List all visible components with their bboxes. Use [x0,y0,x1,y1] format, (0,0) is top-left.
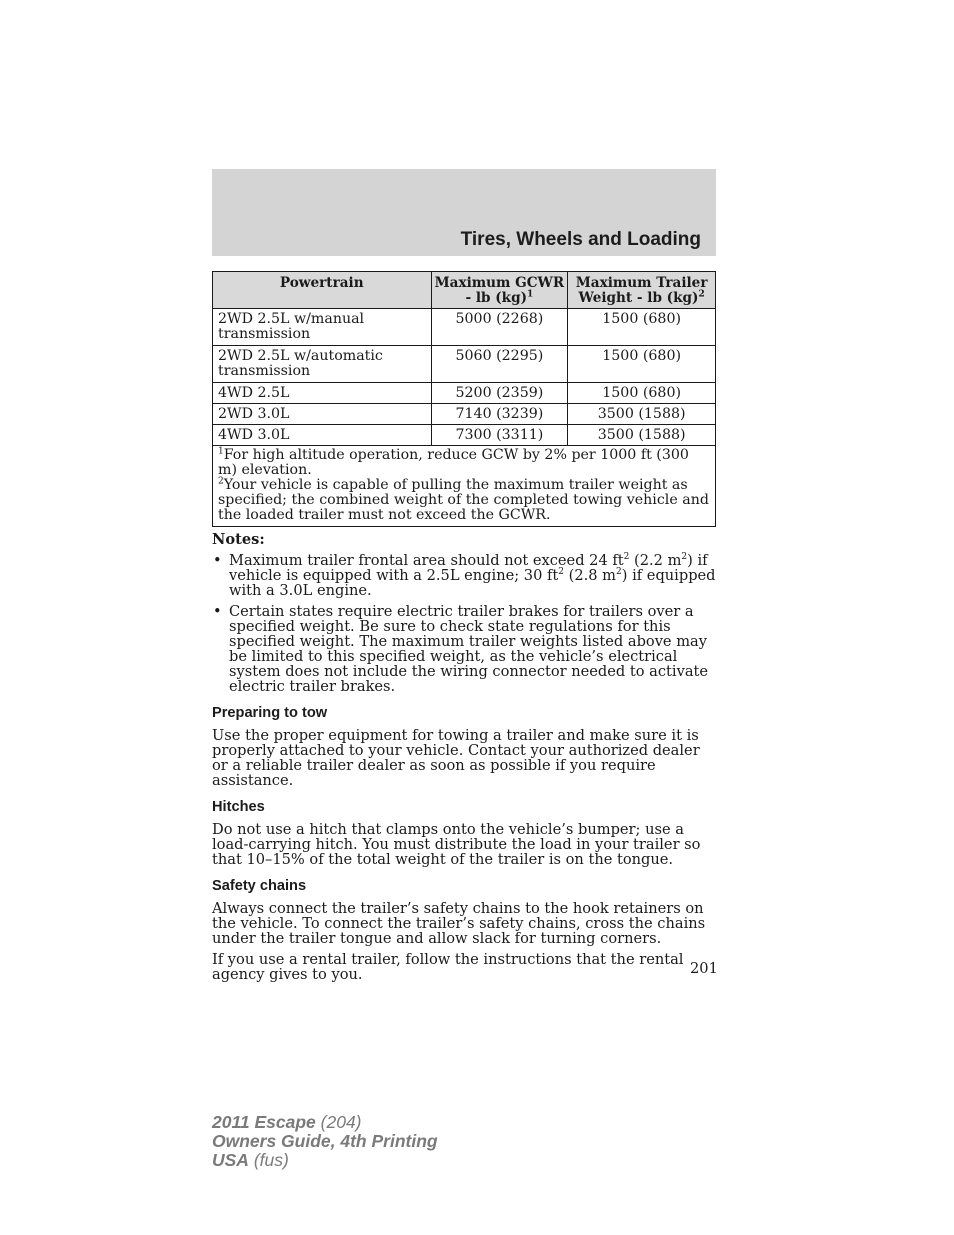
cell-powertrain: 2WD 3.0L [213,404,432,425]
towing-capacity-table [212,271,716,527]
notes-heading: Notes: [212,531,265,548]
section-heading-preparing-to-tow: Preparing to tow [212,705,328,721]
column-header-max-gcwr: Maximum GCWR - lb (kg)$^1$ [431,272,568,309]
chapter-header-band [212,169,716,256]
paragraph: Always connect the trailer’s safety chains to the hook retainers on the vehicle. To connect the trailer’s safety chains, cross the chains under the trailer tongue and allow slack for turning corners. [212,900,706,947]
cell-trailer-weight: 1500 (680) [568,346,716,383]
column-header-powertrain: Powertrain [213,272,432,309]
paragraph: Use the proper equipment for towing a trailer and make sure it is properly attached to your vehicle. Contact your authorized dealer or a reliable trailer dealer as soon as possible if you require assistance. [212,727,700,789]
cell-powertrain: 4WD 2.5L [213,383,432,404]
cell-trailer-weight: 1500 (680) [568,383,716,404]
page-body [212,532,716,988]
page-number: 201 [690,960,718,977]
document-footer: 2011 Escape (204) Owners Guide, 4th Printing USA (fus) [212,1112,438,1170]
section-heading-hitches: Hitches [212,799,265,815]
table-row [213,425,716,446]
footnote-2: $^2$Your vehicle is capable of pulling the maximum trailer weight as specified; the combined weight of the completed towing vehicle and the loaded trailer must not exceed the GCWR. [218,476,709,523]
paragraph: Do not use a hitch that clamps onto the vehicle’s bumper; use a load-carrying hitch. You must distribute the load in your trailer so that 10–15% of the total weight of the trailer is on the tongue. [212,821,701,868]
cell-gcwr: 5200 (2359) [431,383,568,404]
paragraph: If you use a rental trailer, follow the instructions that the rental agency gives to you. [212,951,684,983]
cell-powertrain: 4WD 3.0L [213,425,432,446]
table-header-row [213,272,716,309]
list-item: • Maximum trailer frontal area should not exceed 24 $ft^2$ (2.2 $m^2$) if vehicle is equipped with a 2.5L engine; 30 $ft^2$ (2.8 $m^2$) if equipped with a 3.0L engine. [213,552,716,599]
cell-powertrain: 2WD 2.5L w/automatic transmission [213,346,432,383]
footnote-1: $^1$For high altitude operation, reduce GCW by 2% per 1000 ft (300 m) elevation. [218,446,689,478]
chapter-title: Tires, Wheels and Loading [460,229,701,250]
cell-powertrain: 2WD 2.5L w/manual transmission [213,309,432,346]
cell-gcwr: 5000 (2268) [431,309,568,346]
section-heading-safety-chains: Safety chains [212,878,307,894]
table-row [213,383,716,404]
table-row [213,346,716,383]
bullet-icon: • [213,552,222,569]
cell-gcwr: 5060 (2295) [431,346,568,383]
cell-gcwr: 7140 (3239) [431,404,568,425]
table-footnotes-row [213,446,716,527]
cell-trailer-weight: 3500 (1588) [568,404,716,425]
cell-gcwr: 7300 (3311) [431,425,568,446]
table-row [213,309,716,346]
column-header-max-trailer-weight: Maximum Trailer Weight - lb (kg)$^2$ [568,272,716,309]
table-footnotes [213,446,716,527]
bullet-icon: • [213,603,222,620]
list-item: • Certain states require electric trailer brakes for trailers over a specified weight. Be sure to check state regulations for this specified weight. The maximum trailer weights listed above may be limited to this specified weight, as the vehicle’s electrical system does not include the wiring connector needed to activate electric trailer brakes. [213,603,709,695]
cell-trailer-weight: 3500 (1588) [568,425,716,446]
notes-list [212,553,716,694]
cell-trailer-weight: 1500 (680) [568,309,716,346]
table-row [213,404,716,425]
